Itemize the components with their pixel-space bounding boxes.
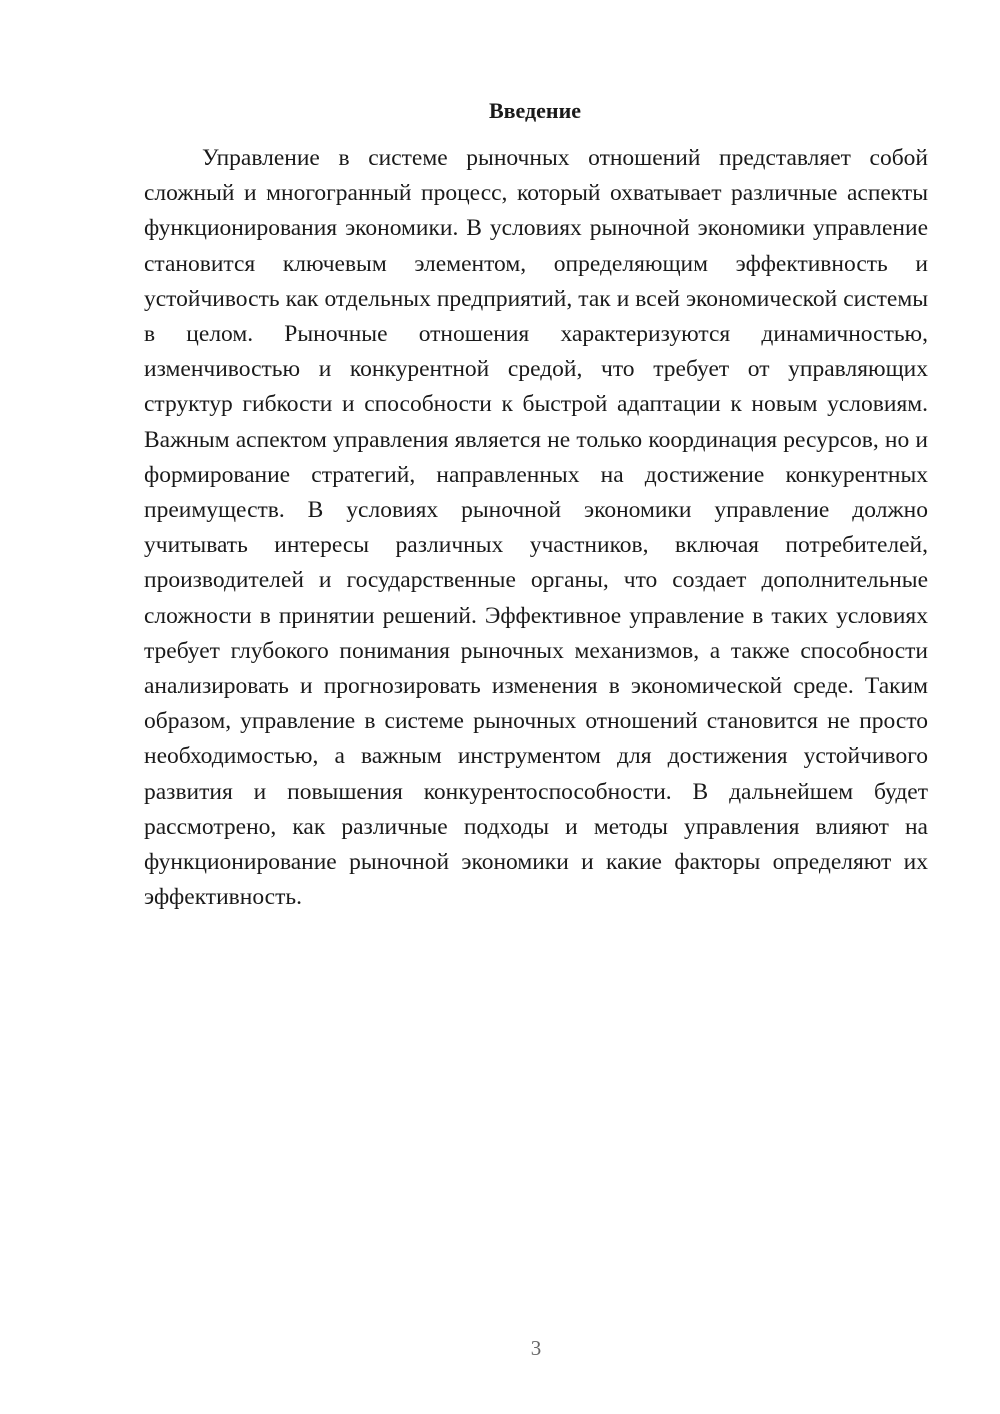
page-number: 3 — [530, 1336, 542, 1360]
body-paragraph: Управление в системе рыночных отношений представляет собой сложный и многогранный процесс, который охватывает различные аспекты функционирования экономики. В условиях рыночной экономики управление становится ключевым элементом, определяющим эффективность и устойчивость как отдельных предприятий, так и всей экономической системы в целом. Рыночные отношения характеризуются динамичностью, изменчивостью и конкурентной средой, что требует от управляющих структур гибкости и способности к быстрой адаптации к новым условиям. Важным аспектом управления является не только координация ресурсов, но и формирование стратегий, направленных на достижение конкурентных преимуществ. В условиях рыночной экономики управление должно учитывать интересы различных участников, включая потребителей, производителей и государственные органы, что создает дополнительные сложности в принятии решений. Эффективное управление в таких условиях требует глубокого понимания рыночных механизмов, а также способности анализировать и прогнозировать изменения в экономической среде. Таким образом, управление в системе рыночных отношений становится не просто необходимостью, а важным инструментом для достижения устойчивого развития и повышения конкурентоспособности. В дальнейшем будет рассмотрено, как различные подходы и методы управления влияют на функционирование рыночной экономики и какие факторы определяют их эффективность. — [144, 145, 928, 911]
page-title: Введение — [488, 98, 582, 123]
